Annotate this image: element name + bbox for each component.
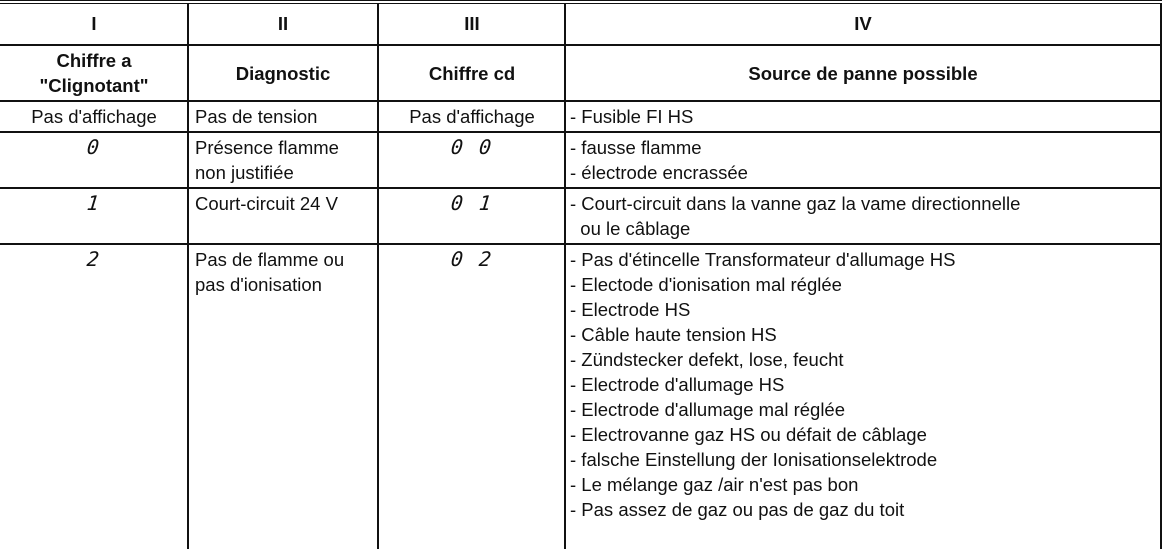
- diagnostic: Court-circuit 24 V: [195, 193, 338, 214]
- source-item: - fausse flamme: [570, 137, 702, 158]
- table-border-top: [0, 0, 1162, 1]
- diagnostic: [195, 135, 339, 185]
- code-a-digit: 1: [85, 191, 103, 215]
- diagnostic: Pas de tension: [195, 106, 318, 127]
- column-title: Chiffre cd: [428, 63, 516, 84]
- source-item: - électrode encrassée: [570, 162, 748, 183]
- source-list: [570, 191, 1020, 241]
- code-cd-digits: 0 2: [449, 247, 495, 271]
- source-item: - Court-circuit dans la vanne gaz la vame directionnelle: [570, 193, 1021, 214]
- code-a-digit: 2: [85, 247, 103, 271]
- column-title-line: "Clignotant": [39, 75, 149, 96]
- source-item: - Fusible FI HS: [570, 106, 694, 127]
- source-item: - Electrode HS: [570, 299, 691, 320]
- diagnostic: [195, 247, 344, 297]
- column-title: [0, 48, 188, 98]
- diagnostic-line: Pas de flamme ou: [195, 249, 345, 270]
- code-a-digit: 0: [85, 135, 103, 159]
- table-border-right: [1160, 3, 1162, 549]
- column-title: Source de panne possible: [748, 63, 978, 84]
- row-divider: [0, 44, 1162, 46]
- diagnostic-line: non justifiée: [195, 162, 294, 183]
- column-numeral: II: [277, 13, 289, 34]
- column-numeral: IV: [854, 13, 872, 34]
- row-divider: [0, 243, 1162, 245]
- column-numeral: I: [91, 13, 97, 34]
- table-border-top: [0, 3, 1162, 4]
- row-divider: [0, 187, 1162, 189]
- column-title: Diagnostic: [235, 63, 331, 84]
- source-item: ou le câblage: [570, 218, 691, 239]
- source-item: - Electrode d'allumage HS: [570, 374, 785, 395]
- source-item: - Zündstecker defekt, lose, feucht: [570, 349, 844, 370]
- source-item: - Câble haute tension HS: [570, 324, 777, 345]
- column-numeral: III: [464, 13, 480, 34]
- diagnostic-line: pas d'ionisation: [195, 274, 322, 295]
- code-cd: Pas d'affichage: [409, 106, 535, 127]
- source-item: - Electrovanne gaz HS ou défait de câblage: [570, 424, 927, 445]
- source-list: [570, 135, 748, 185]
- source-item: - Le mélange gaz /air n'est pas bon: [570, 474, 859, 495]
- column-title-line: Chiffre a: [56, 50, 132, 71]
- row-divider: [0, 131, 1162, 133]
- source-item: - Pas d'étincelle Transformateur d'allumage HS: [570, 249, 956, 270]
- source-item: - Electode d'ionisation mal réglée: [570, 274, 842, 295]
- diagnostic-line: Présence flamme: [195, 137, 339, 158]
- code-a: Pas d'affichage: [31, 106, 157, 127]
- source-item: - Electrode d'allumage mal réglée: [570, 399, 846, 420]
- code-cd-digits: 0 1: [449, 191, 495, 215]
- row-divider: [0, 100, 1162, 102]
- source-list: [570, 247, 955, 522]
- source-item: - Pas assez de gaz ou pas de gaz du toit: [570, 499, 905, 520]
- source-item: - falsche Einstellung der Ionisationselektrode: [570, 449, 938, 470]
- code-cd-digits: 0 0: [449, 135, 495, 159]
